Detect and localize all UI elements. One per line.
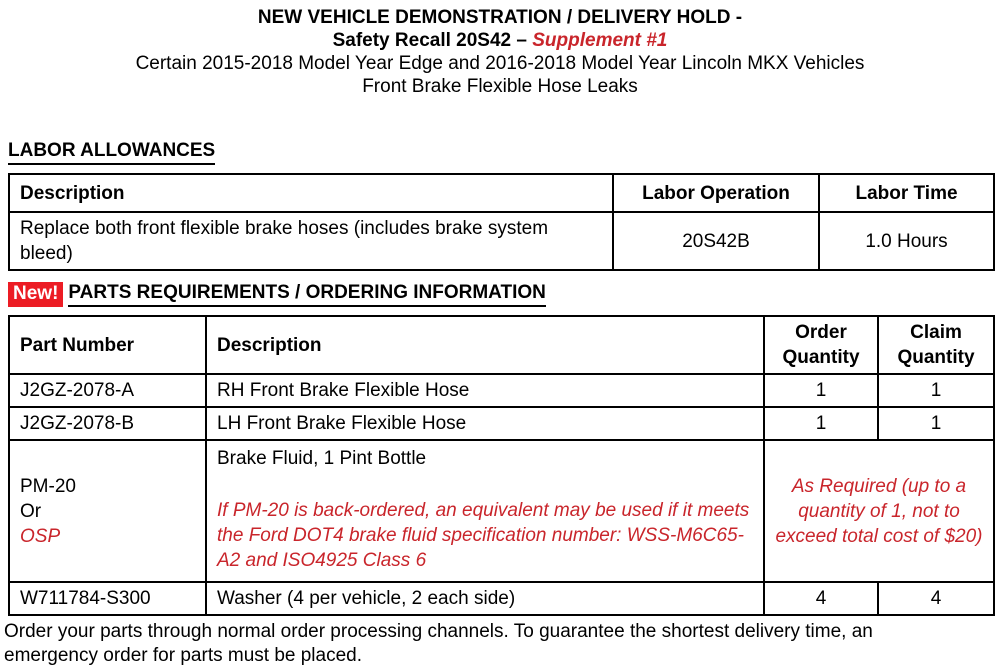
table-row [9,440,994,582]
order-quantity-cell: 1 [764,407,878,440]
part-description-cell: RH Front Brake Flexible Hose [206,374,764,407]
labor-time-cell: 1.0 Hours [819,212,994,270]
ordering-instructions: Order your parts through normal order processing channels. To guarantee the shortest delivery time, an emergency order for parts must be placed. [4,621,873,666]
parts-header-claim-quantity: Claim Quantity [878,316,994,374]
order-quantity-cell: 1 [764,374,878,407]
part-number-line: PM-20 [20,475,76,497]
parts-header-description: Description [206,316,764,374]
new-badge: New! [8,282,63,307]
parts-header-part-number: Part Number [9,316,206,374]
claim-quantity-cell: 4 [878,582,994,615]
table-row [9,374,994,407]
order-quantity-cell: 4 [764,582,878,615]
part-number-osp-line: OSP [20,525,61,547]
labor-header-operation: Labor Operation [613,174,819,212]
affected-vehicles-line: Certain 2015-2018 Model Year Edge and 2016-2018 Model Year Lincoln MKX Vehicles [135,53,865,74]
table-row [9,582,994,615]
parts-requirements-heading-text: PARTS REQUIREMENTS / ORDERING INFORMATION [68,282,545,307]
parts-requirements-table [8,315,995,616]
labor-header-description: Description [9,174,613,212]
labor-allowances-heading-text: LABOR ALLOWANCES [8,140,215,165]
parts-requirements-heading [8,282,1000,307]
parts-table-header-row [9,316,994,374]
labor-allowances-table [8,173,995,271]
part-description-cell: LH Front Brake Flexible Hose [206,407,764,440]
part-number-or-line: Or [20,500,42,522]
labor-operation-cell: 20S42B [613,212,819,270]
document-subtitle [0,29,1000,52]
part-number-cell: W711784-S300 [9,582,206,615]
labor-table-header-row [9,174,994,212]
labor-header-time: Labor Time [819,174,994,212]
recall-number-text: Safety Recall 20S42 – [332,30,533,51]
part-description-text: Brake Fluid, 1 Pint Bottle [217,448,427,469]
quantity-as-required-cell: As Required (up to a quantity of 1, not to exceed total cost of $20) [764,440,994,582]
part-number-cell: J2GZ-2078-A [9,374,206,407]
table-row [9,407,994,440]
back-order-note: If PM-20 is back-ordered, an equivalent may be used if it meets the Ford DOT4 brake fluid specification number: WSS-M6C65-A2 and ISO4925 Class 6 [217,500,750,571]
document-header [0,6,1000,98]
part-description-cell: Washer (4 per vehicle, 2 each side) [206,582,764,615]
parts-header-order-quantity: Order Quantity [764,316,878,374]
labor-allowances-heading [8,140,1000,165]
claim-quantity-cell: 1 [878,374,994,407]
labor-description-cell: Replace both front flexible brake hoses (includes brake system bleed) [9,212,613,270]
issue-description-line: Front Brake Flexible Hose Leaks [362,76,638,97]
supplement-label: Supplement #1 [532,30,668,51]
document-title: NEW VEHICLE DEMONSTRATION / DELIVERY HOLD - [257,7,743,28]
part-number-cell [9,440,206,582]
claim-quantity-cell: 1 [878,407,994,440]
table-row [9,212,994,270]
part-number-cell: J2GZ-2078-B [9,407,206,440]
part-description-cell [206,440,764,582]
